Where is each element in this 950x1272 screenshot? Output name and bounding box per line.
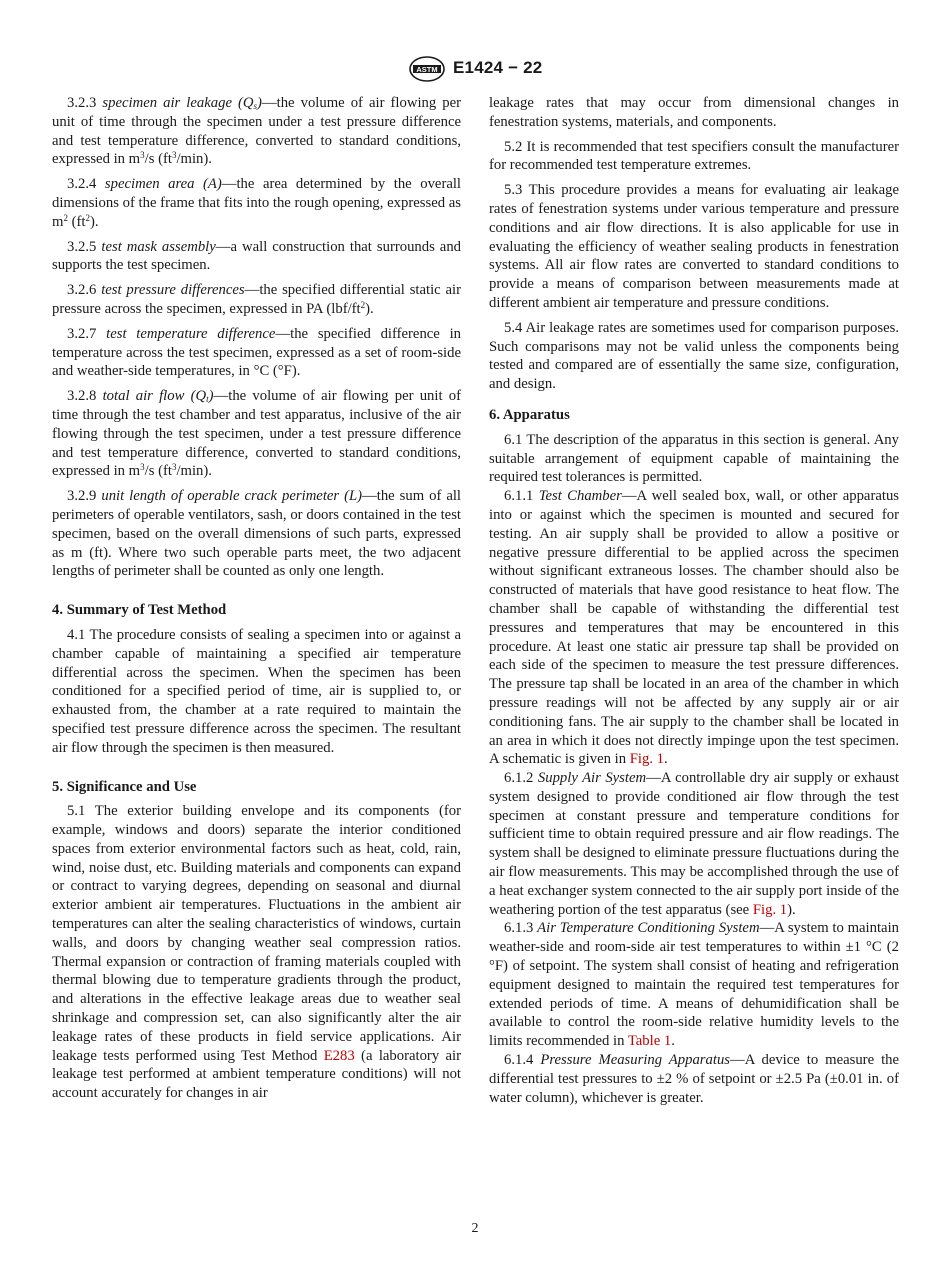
link-e283[interactable]: E283 — [323, 1047, 355, 1064]
definition-3-2-4: 3.2.4 specimen area (A)—the area determined by the overall dimensions of the frame that fits into the rough opening, expressed as $m^2$ $(ft^2)$. — [52, 176, 462, 230]
right-column — [489, 94, 899, 1107]
paragraph-6-1-1: 6.1.1 Test Chamber—A well sealed box, wall, or other apparatus into or against which the specimen is mounted and secured for testing. An air supply shall be provided to allow a positive or negative pressure differential to be applied across the specimen without significant extraneous losses. The chamber should also be constructed of materials that have good resistance to heat flow. The chamber shall be capable of withstanding the differential test pressures and temperatures that may be encountered in this procedure. At least one static air pressure tap shall be provided on each side of the specimen to measure the test pressure differences. The pressure tap shall be located in an area of the chamber in which pressure readings will not be affected by any supply air or air conditioning fans. The air supply to the chamber shall be located in an area in which it does not directly impinge upon the test specimen. A schematic is given in Fig. 1. — [489, 488, 899, 768]
svg-text:ASTM: ASTM — [416, 65, 438, 74]
definition-3-2-3: 3.2.3 specimen air leakage $(Q_s)—the$ volume of air flowing per unit of time through the specimen under a test pressure difference and test temperature difference, converted to standard conditions, expressed in $m^3/s$ $(ft^3/\min)$. — [52, 95, 462, 168]
paragraph-6-1-4: 6.1.4 Pressure Measuring Apparatus—A device to measure the differential test pressures to ±2 % of setpoint or ±2.5 Pa (±0.01 in. of water column), whichever is greater. — [489, 1052, 900, 1106]
page-header — [0, 56, 950, 86]
paragraph-5-1: 5.1 The exterior building envelope and its components (for example, windows and doors) separate the interior conditioned spaces from exterior environmental factors such as heat, cold, rain, wind, noise dust, etc. Building materials and components can expand or contract to varying degrees, depending on seasonal and diurnal exterior ambient air temperatures. Fluctuations in the ambient air temperatures can alter the sealing characteristics of windows, curtain walls, and doors by changing weather seal compression ratios. Thermal expansion or contraction of framing materials coupled with thermal blowing due to temperature gradients through the product, and alterations in the effective leakage areas due to weather seal shrinkage and compression set, can also significantly alter the air leakage rates of these products in field service applications. Air leakage tests performed using Test Method E283 (a laboratory air leakage test performed at ambient temperature conditions) will not account accurately for changes in air — [52, 803, 462, 1102]
link-fig-1[interactable]: Fig. 1 — [629, 751, 665, 768]
paragraph-6-1-2: 6.1.2 Supply Air System—A controllable dry air supply or exhaust system designed to provide conditioned air flow through the test specimen at constant pressure and temperature conditions for sufficient time to obtain required pressure and air flow readings. The system shall be designed to eliminate pressure fluctuations during the air flow measurements. This may be accomplished through the use of a heat exchanger system connected to the air supply port inside of the weathering portion of the test apparatus (see Fig. 1). — [489, 770, 900, 918]
paragraph-5-3: 5.3 This procedure provides a means for evaluating air leakage rates of fenestration systems under various temperature and pressure conditions and air flow directions. It is also applicable for use in evaluating the efficiency of weather sealing products in fenestration systems. All air flow rates are converted to standard conditions to provide a means of comparison between measurements made at different ambient air temperature and pressure conditions. — [489, 182, 899, 311]
paragraph-5-2: 5.2 It is recommended that test specifiers consult the manufacturer for recommended test temperature extremes. — [489, 138, 899, 174]
definition-3-2-5: 3.2.5 test mask assembly—a wall construction that surrounds and supports the test specimen. — [52, 238, 462, 274]
link-fig-1-second[interactable]: Fig. 1 — [752, 901, 788, 918]
paragraph-5-1-continued: leakage rates that may occur from dimensional changes in fenestration systems, materials, and components. — [489, 95, 899, 130]
definition-3-2-7: 3.2.7 test temperature difference—the specified difference in temperature across the test specimen, expressed as a set of room-side and weather-side temperatures, in °C (°F). — [52, 325, 461, 380]
section-4-heading: 4. Summary of Test Method — [52, 602, 227, 619]
definition-3-2-8: 3.2.8 total air flow $(Q_t)—the$ volume of air flowing per unit of time through the test chamber and test apparatus, inclusive of the air flowing through the test specimen, under a test pressure difference and test temperature difference, converted to standard conditions, expressed in $m^3/s$ $(ft^3/\min)$. — [52, 388, 461, 480]
left-column — [52, 94, 461, 1103]
paragraph-5-4: 5.4 Air leakage rates are sometimes used for comparison purposes. Such comparisons may not be valid unless the components being tested and compared are of essentially the same size, configuration, and design. — [489, 319, 899, 393]
standard-designation: E1424 − 22 — [453, 58, 543, 77]
section-5-heading: 5. Significance and Use — [52, 778, 197, 795]
section-6-heading: 6. Apparatus — [489, 406, 570, 423]
astm-logo — [409, 56, 445, 82]
definition-3-2-9: 3.2.9 unit length of operable crack perimeter (L)—the sum of all perimeters of operable ventilators, sash, or doors contained in the test specimen, based on the overall dimensions of such parts, expressed as m (ft). Where two such operable parts meet, the two adjacent lengths of perimeter shall be counted as only one length. — [52, 488, 462, 580]
paragraph-6-1-3: 6.1.3 Air Temperature Conditioning System—A system to maintain weather-side and room-side air test temperatures to within ±1 °C (2 °F) of setpoint. The system shall consist of heating and refrigeration equipment designed to maintain the required test temperatures for extended periods of time. A means of dehumidification shall be available to control the room-side relative humidity levels to the limits recommended in Table 1. — [489, 920, 899, 1050]
paragraph-6-1: 6.1 The description of the apparatus in this section is general. Any suitable arrangement of equipment capable of maintaining the required test tolerances is permitted. — [489, 431, 899, 486]
link-table-1[interactable]: Table 1 — [627, 1033, 672, 1050]
page-number: 2 — [471, 1221, 479, 1236]
paragraph-4-1: 4.1 The procedure consists of sealing a specimen into or against a chamber capable of maintaining a specified air temperature differential across the specimen. When the specimen has been conditioned for a specified period of time, air is supplied to, or exhausted from, the chamber at a rate required to maintain the specified test pressure difference across the specimen. The resultant air flow through the specimen is then measured. — [52, 626, 461, 756]
definition-3-2-6: 3.2.6 test pressure differences—the specified differential static air pressure across the specimen, expressed in PA $(lbf/ft^2)$. — [52, 282, 461, 317]
